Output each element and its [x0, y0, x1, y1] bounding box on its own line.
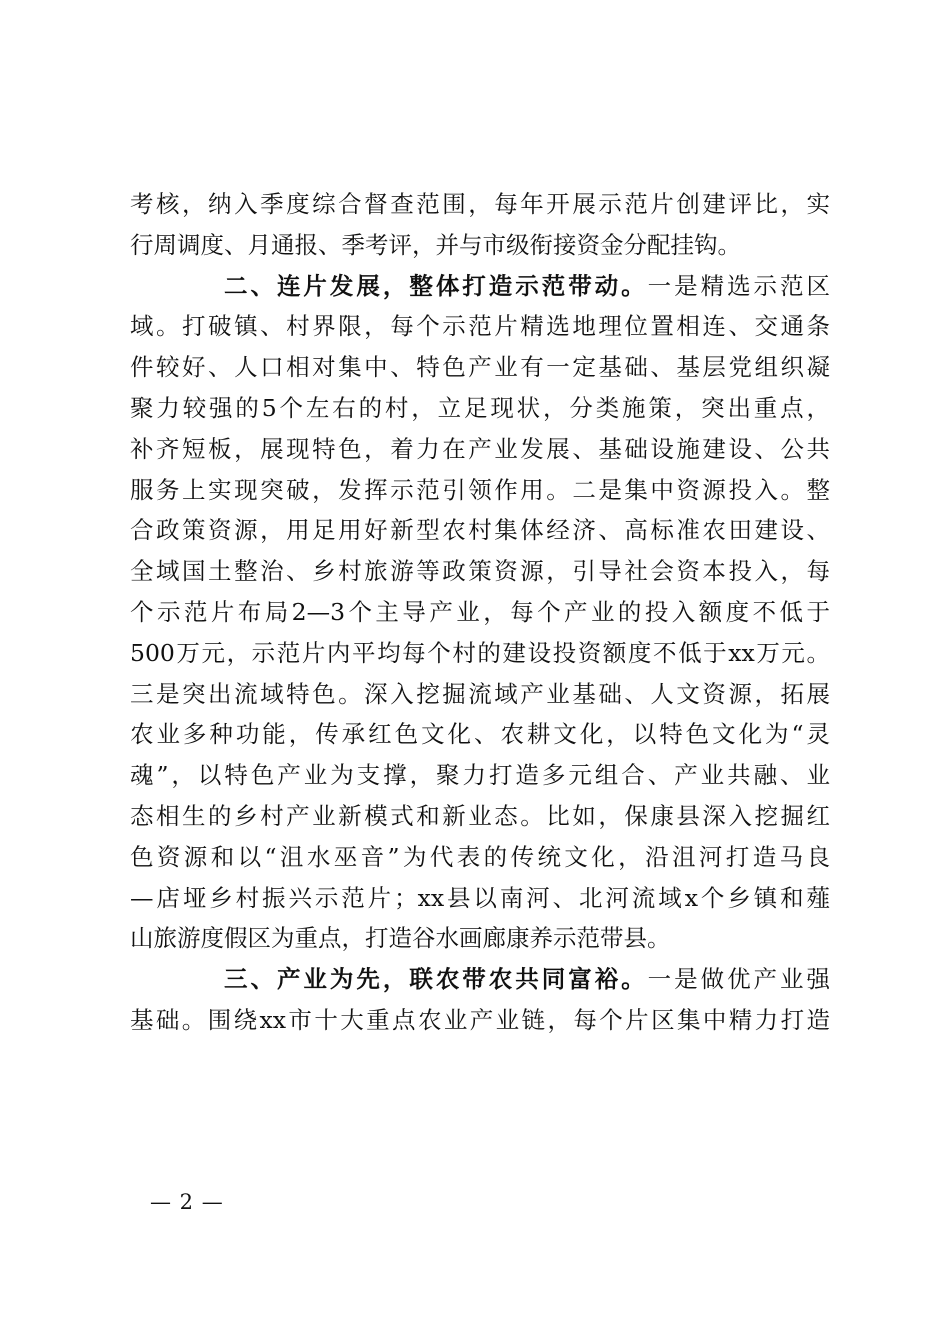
text-line [130, 266, 830, 307]
section-heading: 三、产业为先，联农带农共同富裕。 [224, 965, 648, 994]
text-line: 域。打破镇、村界限，每个示范片精选地理位置相连、交通条 [130, 312, 830, 341]
text-line: 补齐短板，展现特色，着力在产业发展、基础设施建设、公共 [130, 434, 830, 463]
document-body [130, 184, 830, 1041]
text-line: 全域国土整治、乡村旅游等政策资源，引导社会资本投入，每 [130, 557, 830, 586]
section-three-paragraph [130, 959, 830, 1041]
text-line [130, 959, 830, 1000]
paragraph-continuation [130, 184, 830, 266]
text-line: 服务上实现突破，发挥示范引领作用。二是集中资源投入。整 [130, 475, 830, 504]
text-line: 个示范片布局2—3个主导产业，每个产业的投入额度不低于 [130, 597, 830, 626]
text-line: 500万元，示范片内平均每个村的建设投资额度不低于xx万元。 [130, 638, 830, 667]
text-line: 合政策资源，用足用好新型农村集体经济、高标准农田建设、 [130, 516, 830, 545]
text-line: 三是突出流域特色。深入挖掘流域产业基础、人文资源，拓展 [130, 679, 830, 708]
section-heading: 二、连片发展，整体打造示范带动。 [224, 271, 648, 300]
text-line: 山旅游度假区为重点，打造谷水画廊康养示范带县。 [130, 924, 671, 953]
text-line: 聚力较强的5个左右的村，立足现状，分类施策，突出重点， [130, 393, 830, 422]
text-line: 基础。围绕xx市十大重点农业产业链，每个片区集中精力打造 [130, 1005, 830, 1034]
text-line: 农业多种功能，传承红色文化、农耕文化，以特色文化为“灵 [130, 720, 830, 749]
text-line: —店垭乡村振兴示范片；xx县以南河、北河流域x个乡镇和薤 [130, 883, 830, 912]
section-text: 一是做优产业强 [647, 965, 831, 994]
text-line: 态相生的乡村产业新模式和新业态。比如，保康县深入挖掘红 [130, 801, 830, 830]
text-line: 考核，纳入季度综合督查范围，每年开展示范片创建评比，实 [130, 190, 830, 218]
section-two-paragraph [130, 266, 830, 960]
text-line: 色资源和以“沮水巫音”为代表的传统文化，沿沮河打造马良 [130, 842, 830, 871]
text-line: 魂”，以特色产业为支撑，聚力打造多元组合、产业共融、业 [130, 761, 830, 790]
section-text: 一是精选示范区 [647, 271, 831, 300]
text-line: 行周调度、月通报、季考评，并与市级衔接资金分配挂钩。 [130, 230, 741, 259]
page-number: — 2 — [150, 1190, 224, 1214]
text-line: 件较好、人口相对集中、特色产业有一定基础、基层党组织凝 [130, 353, 830, 382]
